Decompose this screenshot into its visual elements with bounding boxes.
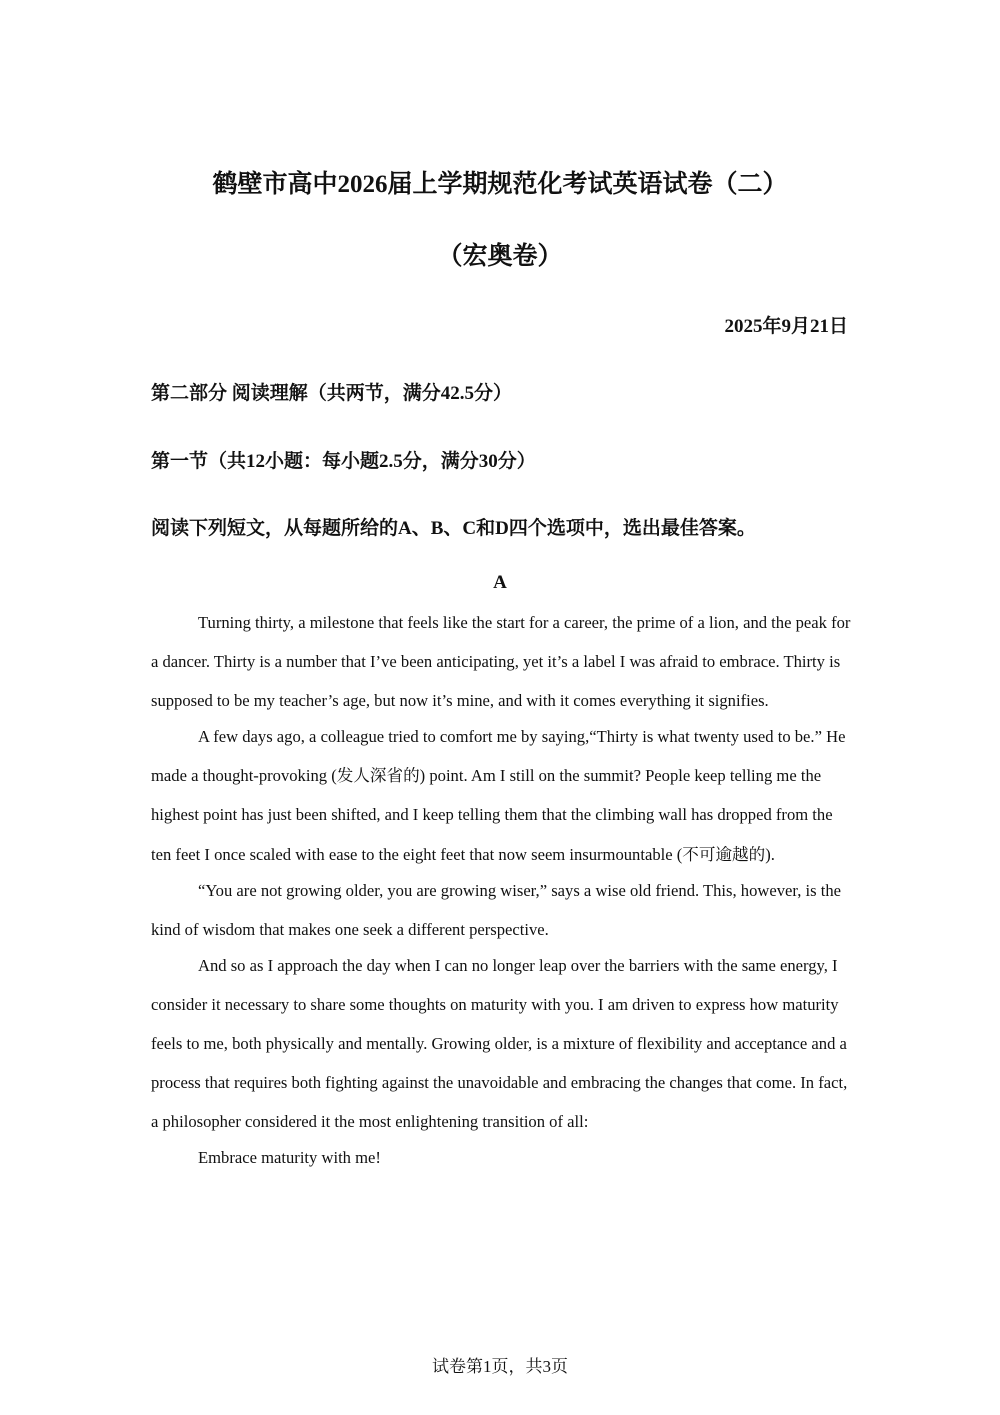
paragraph: Embrace maturity with me! (198, 1148, 381, 1168)
exam-date: 2025年9月21日 (724, 316, 848, 337)
paragraph: “You are not growing older, you are growing wiser,” says a wise old friend. This, however, is the kind of wisdom that makes one seek a different perspective. (151, 880, 842, 939)
passage-body (151, 603, 851, 1174)
paragraph: A few days ago, a colleague tried to comfort me by saying,“Thirty is what twenty used to be.” He made a thought-provoking (发人深省的) point. Am I still on the summit? People keep telling me the highest point has just been shifted, and I keep telling them that the climbing wall has dropped from the ten feet I once scaled with ease to the eight feet that now seem insurmountable (不可逾越的). (151, 727, 846, 864)
passage-label: A (493, 572, 507, 593)
section-heading: 第一节（共12小题：每小题2.5分，满分30分） (151, 451, 536, 472)
paragraph: And so as I approach the day when I can no longer leap over the barriers with the same energy, I consider it necessary to share some thoughts on maturity with you. I am driven to express how maturity feels to me, both physically and mentally. Growing older, is a mixture of flexibility and acceptance and a process that requires both fighting against the unavoidable and embracing the changes that come. In fact, a philosopher considered it the most enlightening transition of all: (151, 955, 848, 1132)
paragraph: Turning thirty, a milestone that feels like the start for a career, the prime of a lion, and the peak for a dancer. Thirty is a number that I’ve been anticipating, yet it’s a label I was afraid to embrace. Thirty is supposed to be my teacher’s age, but now it’s mine, and with it comes everything it signifies. (151, 613, 851, 711)
part-heading: 第二部分 阅读理解（共两节，满分42.5分） (151, 383, 513, 404)
page-footer: 试卷第1页，共3页 (432, 1357, 568, 1376)
exam-subtitle: （宏奥卷） (437, 243, 563, 270)
exam-title: 鹤壁市高中2026届上学期规范化考试英语试卷（二） (212, 171, 788, 198)
instruction-text: 阅读下列短文，从每题所给的A、B、C和D四个选项中，选出最佳答案。 (151, 518, 756, 539)
